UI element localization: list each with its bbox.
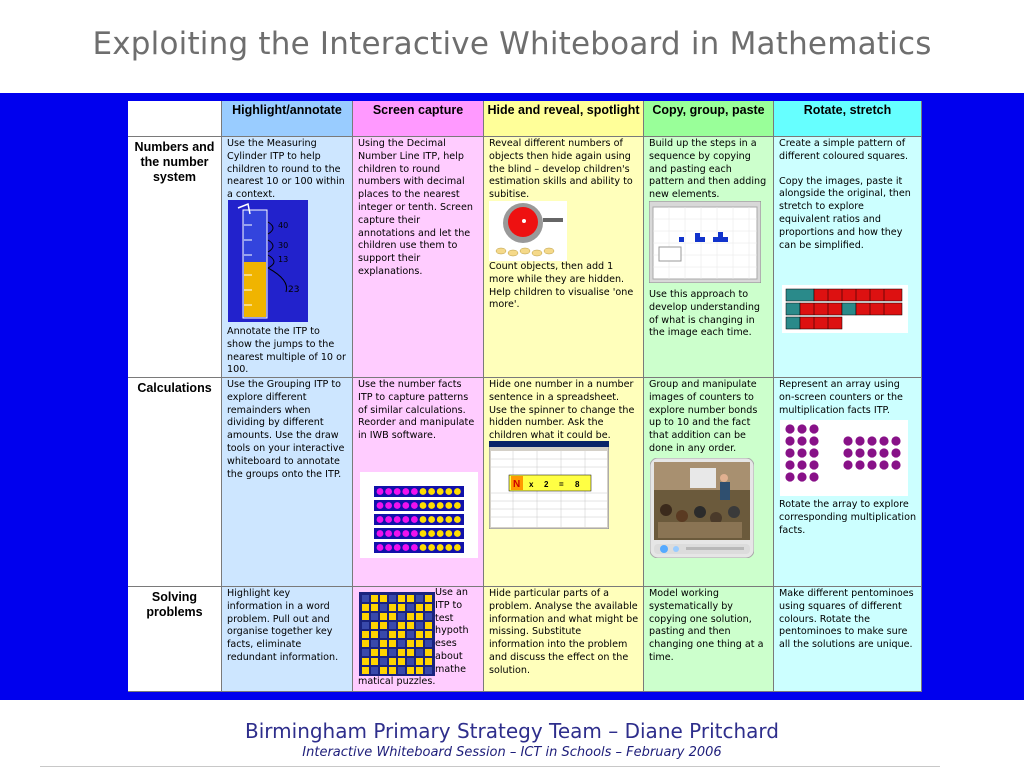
counter [437,516,444,523]
puzzle-cell [425,649,432,656]
array-counter [843,448,852,457]
puzzle-cell [389,604,396,611]
cell-solving-hide-reveal [484,587,644,692]
counter [377,544,384,551]
spreadsheet-x: x [529,480,534,489]
array-counter [879,436,888,445]
puzzle-cell [389,640,396,647]
cell-text: Make different pentominoes using squares of different colours. Rotate the pentominoes to make sure all the solutions are unique. [779,588,914,651]
array-counter [809,436,818,445]
puzzle-cell [362,631,369,638]
puzzle-cell [371,622,378,629]
puzzle-cell [371,631,378,638]
puzzle-cell [371,667,378,674]
cell-text: Copy the images, paste it alongside the original, then stretch to explore equivalent ratios and proportions and how they can be simplified. [779,175,911,251]
array-counter [797,436,806,445]
puzzle-cell [416,667,423,674]
puzzle-cell [362,667,369,674]
array-counter [785,472,794,481]
spreadsheet-eq: = [559,480,564,489]
counter [377,530,384,537]
cell-text: Rotate the array to explore corresponding multiplication facts. [779,499,917,536]
array-counter [809,460,818,469]
puzzle-cell [416,595,423,602]
cell-text: Create a simple pattern of different coloured squares. [779,138,909,162]
cell-numbers-screen-capture [353,137,484,378]
row-label-calculations: Calculations [128,378,222,587]
puzzle-cell [425,595,432,602]
row-label-numbers: Numbers and the number system [128,137,222,378]
header-hide-reveal: Hide and reveal, spotlight [484,101,644,137]
puzzle-cell [380,667,387,674]
puzzle-cell [362,604,369,611]
puzzle-cell [407,667,414,674]
counter [454,530,461,537]
array-counter [855,460,864,469]
puzzle-cell [407,595,414,602]
puzzle-cell [398,631,405,638]
spreadsheet-n: N [513,479,521,490]
puzzle-cell [407,622,414,629]
counter [437,544,444,551]
puzzle-cell [425,622,432,629]
puzzle-cell [362,613,369,620]
counter [402,516,409,523]
puzzle-cell [416,613,423,620]
header-corner [128,101,222,137]
puzzle-cell [371,640,378,647]
footer-divider [40,766,940,767]
number-facts-image [360,472,478,558]
header-highlight-annotate: Highlight/annotate [222,101,353,137]
puzzle-cell [362,640,369,647]
counter [385,530,392,537]
header-copy-group-paste: Copy, group, paste [644,101,774,137]
array-counter [855,448,864,457]
puzzle-cell [425,667,432,674]
array-counter [843,460,852,469]
array-counter [809,448,818,457]
cylinder-label-1: 40 [278,221,289,230]
cell-text: Use the Measuring Cylinder ITP to help children to round to the nearest 10 or 100 within a context. [227,138,345,201]
array-counter [867,448,876,457]
puzzle-cell [398,622,405,629]
counter [420,516,427,523]
counter [394,530,401,537]
cell-solving-rotate-stretch [774,587,922,692]
cell-text: matical puzzles. [358,676,436,687]
array-counter [867,460,876,469]
puzzle-cell [371,604,378,611]
row-label-solving: Solving problems [128,587,222,692]
counter [428,516,435,523]
puzzle-cell [380,604,387,611]
puzzle-cell [407,631,414,638]
puzzle-cell [371,658,378,665]
puzzle-grid-image [359,592,435,676]
array-counter [797,472,806,481]
cell-solving-copy-group [644,587,774,692]
puzzle-cell [407,649,414,656]
array-counter [843,436,852,445]
cell-text: Reveal different numbers of objects then hide again using the blind – develop children's estimation skills and ability to subitise. [489,138,633,201]
puzzle-cell [416,649,423,656]
puzzle-cell [389,622,396,629]
counter [377,488,384,495]
cell-text: mathe [435,663,466,675]
counter [454,502,461,509]
spreadsheet-2: 2 [544,480,549,489]
counter [377,516,384,523]
cell-text: about [435,650,463,662]
counter [394,516,401,523]
array-counter [785,436,794,445]
cell-numbers-rotate-stretch [774,137,922,378]
puzzle-cell [425,604,432,611]
cell-text: hypoth [435,625,469,637]
array-counter [891,436,900,445]
cell-text: Model working systematically by copying one solution, pasting and then changing one thing at a time. [649,588,764,663]
header-screen-capture: Screen capture [353,101,484,137]
counter [454,488,461,495]
puzzle-cell [416,658,423,665]
cell-text: Use the Grouping ITP to explore different remainders when dividing by different amounts. Use the draw tools on your interactive whiteboard to annotate the groups onto the ITP. [227,379,345,480]
puzzle-cell [371,649,378,656]
footer-subtitle: Interactive Whiteboard Session – ICT in Schools – February 2006 [302,745,722,760]
puzzle-cell [407,658,414,665]
puzzle-cell [416,604,423,611]
cell-text: eses [435,638,457,650]
counter [420,488,427,495]
puzzle-cell [416,622,423,629]
spreadsheet-8: 8 [575,480,580,489]
puzzle-cell [371,595,378,602]
counter [454,544,461,551]
array-counter [797,424,806,433]
puzzle-cell [389,613,396,620]
cylinder-label-2: 30 [278,241,289,250]
header-rotate-stretch: Rotate, stretch [774,101,922,137]
cell-calc-highlight [222,378,353,587]
puzzle-cell [362,622,369,629]
activity-table [128,101,922,692]
counter [385,544,392,551]
puzzle-cell [380,613,387,620]
counter [445,502,452,509]
puzzle-cell [389,595,396,602]
array-counter [855,436,864,445]
counter [445,544,452,551]
puzzle-cell [362,658,369,665]
cell-text: Count objects, then add 1 more while they are hidden. Help children to visualise 'one more'. [489,261,634,311]
puzzle-cell [380,649,387,656]
array-counter [797,460,806,469]
cell-solving-highlight [222,587,353,692]
cell-text: Group and manipulate images of counters to explore number bonds up to 10 and the fact that addition can be done in any order. [649,379,758,454]
counter [411,516,418,523]
cell-text: Use an [435,587,468,598]
array-counter [879,460,888,469]
counter [437,502,444,509]
sequence-copy-image [649,201,761,283]
array-counter [867,436,876,445]
puzzle-cell [398,604,405,611]
array-counter [809,472,818,481]
array-counter [785,424,794,433]
puzzle-cell [425,640,432,647]
array-counter [785,448,794,457]
cell-text: Use the number facts ITP to capture patterns of similar calculations. Reorder and manipulate in IWB software. [358,379,475,442]
counter [445,516,452,523]
counter [428,502,435,509]
counter [428,530,435,537]
counter [411,530,418,537]
puzzle-cell [425,658,432,665]
counter [428,544,435,551]
counter [437,488,444,495]
puzzle-cell [416,640,423,647]
puzzle-cell [389,667,396,674]
cell-text: Use this approach to develop understanding of what is changing in the image each time. [649,289,760,339]
puzzle-cell [398,613,405,620]
puzzle-cell [398,640,405,647]
array-counter [785,460,794,469]
counter [402,502,409,509]
cylinder-label-3: 13 [278,255,289,264]
puzzle-cell [362,595,369,602]
puzzle-cell [389,649,396,656]
puzzle-cell [416,631,423,638]
slide-title: Exploiting the Interactive Whiteboard in Mathematics [92,26,932,62]
puzzle-cell [380,595,387,602]
counter [454,516,461,523]
counter [428,488,435,495]
counter [377,502,384,509]
counter [445,488,452,495]
cell-text: Hide particular parts of a problem. Analyse the available information and what might be missing. Substitute information into the problem and discuss the effect on the solution. [489,588,639,676]
puzzle-cell [362,649,369,656]
spreadsheet-image [489,441,609,529]
measuring-cylinder-image [228,200,310,324]
array-counter [891,460,900,469]
counter [437,530,444,537]
puzzle-cell [425,631,432,638]
counter [394,488,401,495]
puzzle-cell [398,667,405,674]
puzzle-cell [407,604,414,611]
puzzle-cell [389,658,396,665]
puzzle-cell [380,622,387,629]
puzzle-cell [398,658,405,665]
puzzle-cell [407,613,414,620]
puzzle-cell [389,631,396,638]
counter [411,488,418,495]
counter [402,488,409,495]
counter [394,544,401,551]
cell-text: Annotate the ITP to show the jumps to the nearest multiple of 10 or 100. [227,326,346,376]
cylinder-label-4: 23 [288,285,300,295]
cell-text: Highlight key information in a word problem. Pull out and organise together key facts, eliminate redundant information. [227,588,339,663]
counter [402,544,409,551]
footer-title: Birmingham Primary Strategy Team – Diane Pritchard [245,719,779,743]
array-counter [809,424,818,433]
coloured-squares-image [782,285,908,333]
puzzle-cell [380,640,387,647]
puzzle-cell [371,613,378,620]
array-counter [797,448,806,457]
puzzle-cell [398,649,405,656]
counter-array-image [780,420,908,496]
cell-text: ITP to [435,599,463,611]
counter [420,544,427,551]
counter [445,530,452,537]
counter [420,530,427,537]
counter [420,502,427,509]
array-counter [891,448,900,457]
classroom-photo [650,458,754,558]
counter [411,544,418,551]
counter [411,502,418,509]
cell-text: Represent an array using on-screen counters or the multiplication facts ITP. [779,379,903,416]
counter [394,502,401,509]
puzzle-cell [398,595,405,602]
cell-text: test [435,612,454,624]
puzzle-cell [380,631,387,638]
blind-reveal-image [489,201,567,261]
puzzle-cell [380,658,387,665]
counter [385,516,392,523]
counter [402,530,409,537]
cell-text: Hide one number in a number sentence in a spreadsheet. Use the spinner to change the hidden number. Ask the children what it could be. [489,379,635,442]
cell-text: Using the Decimal Number Line ITP, help children to round numbers with decimal places to the nearest integer or tenth. Screen capture their annotations and let the children use them to support their explanations. [358,138,473,277]
puzzle-cell [425,613,432,620]
counter [385,502,392,509]
cell-text: Build up the steps in a sequence by copying and pasting each pattern and then adding new elements. [649,138,767,201]
puzzle-cell [407,640,414,647]
counter [385,488,392,495]
array-counter [879,448,888,457]
